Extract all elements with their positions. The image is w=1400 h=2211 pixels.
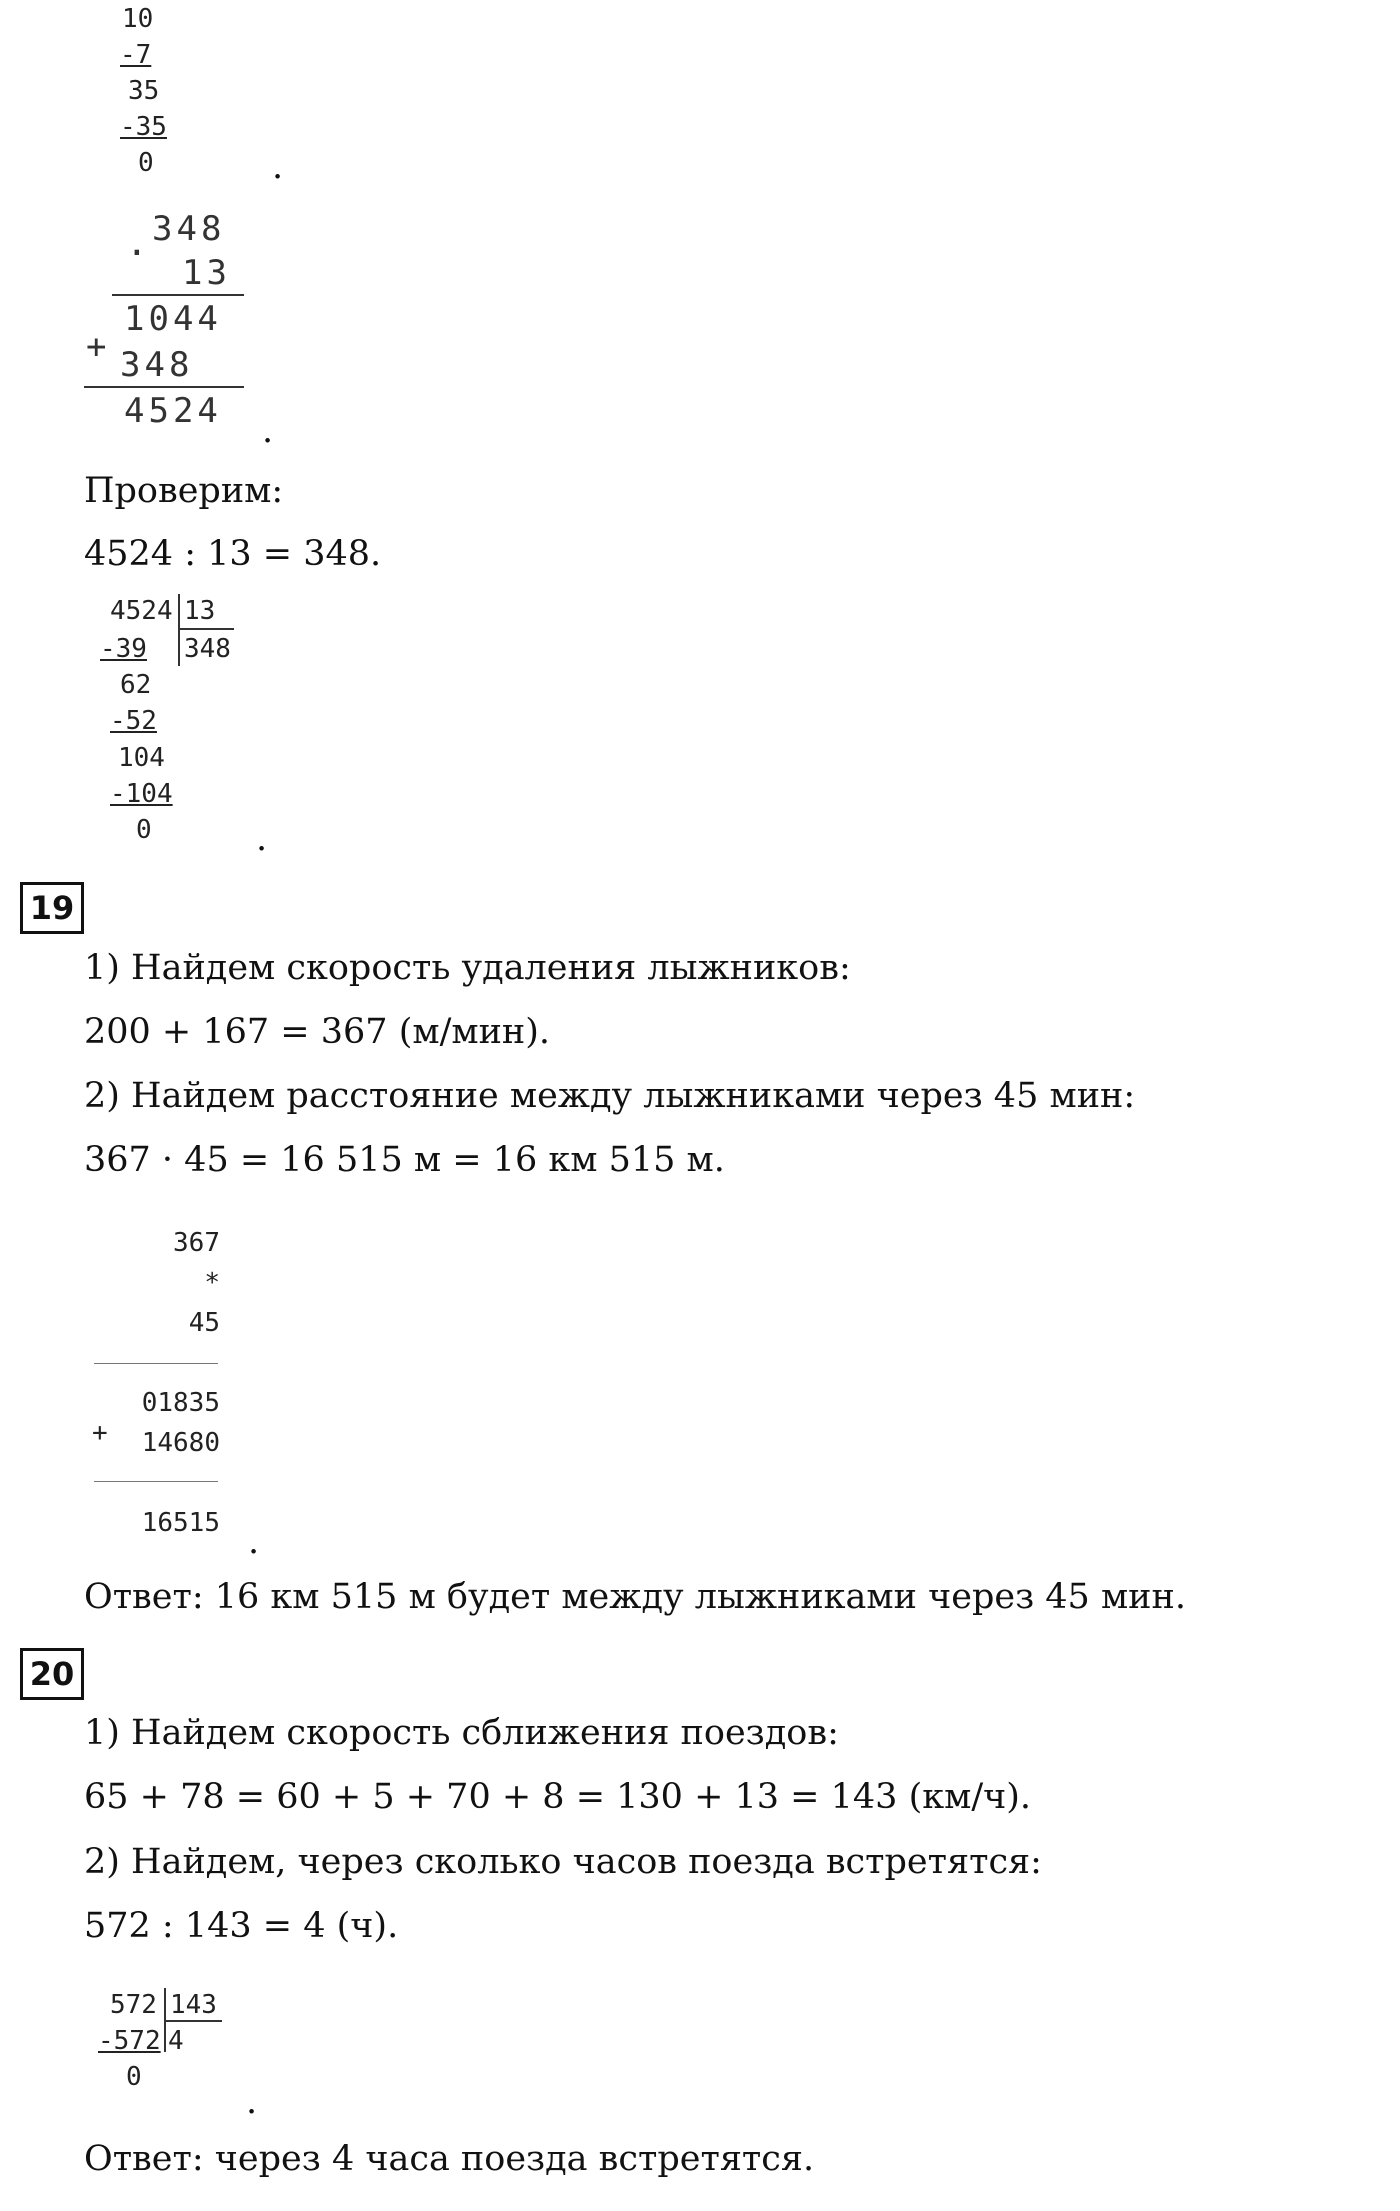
task20-step-2: 2) Найдем, через сколько часов поезда встретятся: xyxy=(84,1842,1042,1882)
division-remainder: 0 xyxy=(126,2062,142,2092)
division-quotient: 4 xyxy=(168,2026,184,2056)
division-step: 0 xyxy=(136,815,152,845)
task19-step-2: 2) Найдем расстояние между лыжниками через 45 мин: xyxy=(84,1076,1136,1116)
task20-expression-1: 65 + 78 = 60 + 5 + 70 + 8 = 130 + 13 = 143 (км/ч). xyxy=(84,1777,1032,1817)
trailing-dot: . xyxy=(248,1522,260,1562)
division-divisor: 143 xyxy=(170,1990,217,2020)
task19-answer: Ответ: 16 км 515 м будет между лыжниками через 45 мин. xyxy=(84,1577,1186,1617)
multiply-dot: · xyxy=(126,233,152,274)
division-step: 62 xyxy=(120,670,152,700)
mult-partial-1: 1044 xyxy=(124,299,222,339)
trailing-dot: . xyxy=(256,819,268,859)
task20-step-1: 1) Найдем скорость сближения поездов: xyxy=(84,1713,839,1753)
trailing-dot: . xyxy=(246,2082,258,2122)
task19-expression-1: 200 + 167 = 367 (м/мин). xyxy=(84,1012,551,1052)
mult-rule xyxy=(84,386,244,388)
division-quotient: 348 xyxy=(184,634,231,664)
plus-sign: + xyxy=(92,1418,108,1448)
mult-sign: * xyxy=(204,1268,220,1298)
division-rule xyxy=(180,628,234,630)
division-line: -35 xyxy=(120,112,167,142)
division-divisor: 13 xyxy=(184,596,216,626)
plus-sign: + xyxy=(86,327,111,367)
division-step: 104 xyxy=(118,743,165,773)
check-label: Проверим: xyxy=(84,471,284,511)
mult-partial-1: 01835 xyxy=(141,1388,220,1418)
mult-partial-2: 348 xyxy=(120,345,194,385)
mult-rule xyxy=(112,294,244,296)
task-number-19: 19 xyxy=(20,882,84,934)
division-line: -7 xyxy=(120,40,152,70)
mult-top: 348 xyxy=(152,209,226,249)
division-dividend: 4524 xyxy=(110,596,173,626)
mult-result: 4524 xyxy=(124,391,222,431)
division-step: -39 xyxy=(100,634,147,664)
task-number-20: 20 xyxy=(20,1648,84,1700)
trailing-dot: . xyxy=(272,147,284,187)
check-expression: 4524 : 13 = 348. xyxy=(84,534,382,574)
task20-answer: Ответ: через 4 часа поезда встретятся. xyxy=(84,2139,815,2179)
division-step: -104 xyxy=(110,779,173,809)
division-dividend: 572 xyxy=(110,1990,157,2020)
division-line: 0 xyxy=(138,148,154,178)
mult-multiplier: 45 xyxy=(188,1308,220,1338)
division-rule xyxy=(166,2020,222,2022)
division-step: -52 xyxy=(110,706,157,736)
division-line: 10 xyxy=(122,4,154,34)
division-bar xyxy=(178,594,180,666)
mult-multiplier: 13 xyxy=(182,253,231,293)
division-step: -572 xyxy=(98,2026,161,2056)
mult-result: 16515 xyxy=(141,1508,220,1538)
task19-expression-2: 367 · 45 = 16 515 м = 16 км 515 м. xyxy=(84,1140,725,1180)
mult-partial-2: 14680 xyxy=(141,1428,220,1458)
task20-expression-2: 572 : 143 = 4 (ч). xyxy=(84,1906,399,1946)
trailing-dot: . xyxy=(262,411,274,451)
task19-step-1: 1) Найдем скорость удаления лыжников: xyxy=(84,948,851,988)
mult-rule xyxy=(94,1481,218,1482)
division-line: 35 xyxy=(128,76,160,106)
mult-top: 367 xyxy=(173,1228,220,1258)
mult-rule xyxy=(94,1363,218,1364)
